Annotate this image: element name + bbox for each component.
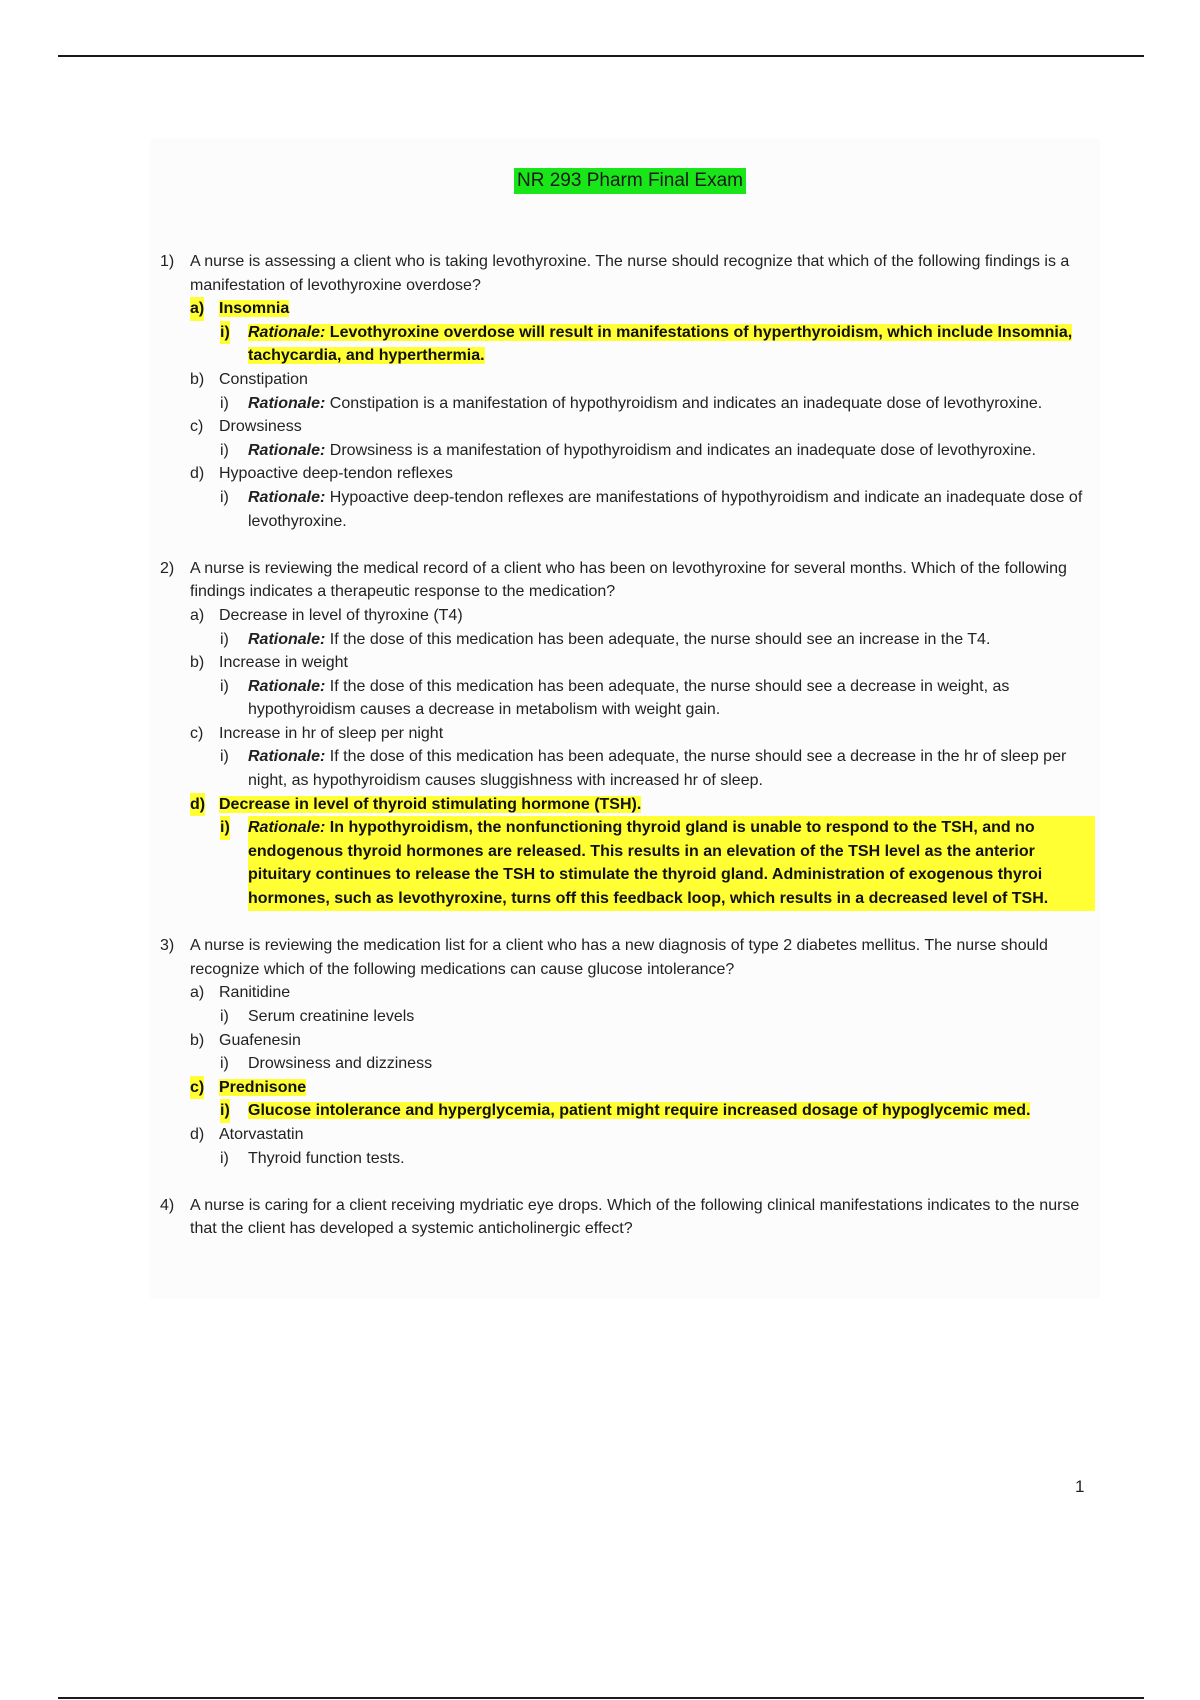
option-letter: a) (190, 984, 205, 1002)
note-number: i) (220, 1099, 230, 1123)
question-number: 4) (160, 1196, 175, 1214)
question-number: 2) (160, 559, 175, 577)
rationale-2a (160, 628, 1095, 652)
option-letter: a) (190, 606, 205, 624)
option-text: Decrease in level of thyroid stimulating hormone (TSH). (219, 795, 642, 813)
question-text: A nurse is reviewing the medication list for a client who has a new diagnosis of type 2 diabetes mellitus. The nurse should recognize which of the following medications can cause glucose intolerance? (190, 937, 1048, 978)
option-3b (160, 1029, 1095, 1053)
rationale-label: Rationale: (248, 819, 326, 837)
question-3 (160, 934, 1095, 981)
rationale-number: i) (220, 394, 229, 412)
rationale-text: Levothyroxine overdose will result in manifestations of hyperthyroidism, which include Insomnia, tachycardia, and hyperthermia. (248, 323, 1073, 365)
rationale-text: Constipation is a manifestation of hypothyroidism and indicates an inadequate dose of levothyroxine. (329, 394, 1043, 412)
question-1 (160, 250, 1095, 297)
option-letter: d) (190, 1125, 205, 1143)
spacer (160, 911, 1095, 935)
option-1b (160, 368, 1095, 392)
rationale-number: i) (220, 488, 229, 506)
bottom-rule (58, 1697, 1144, 1699)
rationale-1c (160, 439, 1095, 463)
option-letter: b) (190, 654, 205, 672)
option-3a (160, 981, 1095, 1005)
option-2a (160, 604, 1095, 628)
option-text: Ranitidine (219, 984, 291, 1002)
top-rule (58, 55, 1144, 57)
question-list (160, 250, 1095, 1241)
note-3a (160, 1005, 1095, 1029)
question-number: 1) (160, 253, 175, 270)
rationale-number: i) (220, 816, 230, 840)
rationale-2b (160, 675, 1095, 722)
rationale-label: Rationale: (248, 394, 326, 412)
note-text: Thyroid function tests. (248, 1149, 405, 1167)
rationale-text: Hypoactive deep-tendon reflexes are manifestations of hypothyroidism and indicate an inadequate dose of levothyroxine. (248, 488, 1083, 530)
note-text: Glucose intolerance and hyperglycemia, patient might require increased dosage of hypoglycemic med. (248, 1102, 1031, 1120)
rationale-label: Rationale: (248, 323, 326, 341)
note-number: i) (220, 1008, 229, 1025)
spacer (160, 533, 1095, 557)
rationale-number: i) (220, 321, 230, 345)
rationale-text: If the dose of this medication has been adequate, the nurse should see an increase in the T4. (329, 630, 991, 648)
option-text: Decrease in level of thyroxine (T4) (219, 606, 463, 624)
question-4 (160, 1194, 1095, 1241)
option-1d (160, 462, 1095, 486)
rationale-label: Rationale: (248, 488, 326, 506)
rationale-number: i) (220, 748, 229, 766)
rationale-number: i) (220, 630, 229, 648)
option-text: Constipation (219, 370, 308, 388)
note-text: Serum creatinine levels (248, 1008, 415, 1025)
option-text: Prednisone (219, 1078, 307, 1096)
rationale-1b (160, 392, 1095, 416)
question-2 (160, 557, 1095, 604)
rationale-2d (160, 816, 1095, 910)
option-2c (160, 722, 1095, 746)
option-1c (160, 415, 1095, 439)
rationale-text: Drowsiness is a manifestation of hypothyroidism and indicates an inadequate dose of levothyroxine. (329, 441, 1036, 459)
option-text: Insomnia (219, 300, 290, 318)
option-text: Increase in weight (219, 654, 348, 672)
note-3c (160, 1099, 1095, 1123)
rationale-text: In hypothyroidism, the nonfunctioning thyroid gland is unable to respond to the TSH, and no endogenous thyroid hormones are released. This results in an elevation of the TSH level as the anterior pituitary continues to release the TSH to stimulate the thyroid gland. Administration of exogenous thyroi hormones, such as levothyroxine, turns off this feedback loop, which results in a decreased level of TSH. (248, 819, 1049, 908)
option-2d (160, 793, 1095, 817)
option-letter: c) (190, 1076, 204, 1100)
option-text: Atorvastatin (219, 1125, 304, 1143)
question-number: 3) (160, 937, 175, 955)
option-text: Hypoactive deep-tendon reflexes (219, 465, 453, 483)
rationale-number: i) (220, 677, 229, 695)
question-text: A nurse is assessing a client who is taking levothyroxine. The nurse should recognize that which of the following findings is a manifestation of levothyroxine overdose? (190, 253, 1070, 294)
option-3d (160, 1123, 1095, 1147)
rationale-1d (160, 486, 1095, 533)
option-2b (160, 651, 1095, 675)
note-3b (160, 1052, 1095, 1076)
rationale-label: Rationale: (248, 748, 326, 766)
rationale-label: Rationale: (248, 441, 326, 459)
spacer (160, 1170, 1095, 1194)
note-3d (160, 1147, 1095, 1171)
document-title: NR 293 Pharm Final Exam (514, 168, 746, 194)
rationale-label: Rationale: (248, 677, 326, 695)
title-wrap (0, 168, 1200, 194)
option-letter: b) (190, 370, 205, 388)
option-1a (160, 297, 1095, 321)
rationale-1a (160, 321, 1095, 368)
option-letter: c) (190, 724, 204, 742)
note-text: Drowsiness and dizziness (248, 1055, 433, 1073)
note-number: i) (220, 1055, 229, 1073)
rationale-text: If the dose of this medication has been adequate, the nurse should see a decrease in weight, as hypothyroidism causes a decrease in metabolism with weight gain. (248, 677, 1010, 719)
option-text: Drowsiness (219, 418, 302, 436)
note-number: i) (220, 1149, 229, 1167)
option-letter: a) (190, 297, 204, 321)
question-text: A nurse is reviewing the medical record of a client who has been on levothyroxine for several months. Which of the following findings indicates a therapeutic response to the medication? (190, 559, 1067, 601)
rationale-2c (160, 745, 1095, 792)
rationale-text: If the dose of this medication has been adequate, the nurse should see a decrease in the hr of sleep per night, as hypothyroidism causes sluggishness with increased hr of sleep. (248, 748, 1067, 790)
option-3c (160, 1076, 1095, 1100)
option-letter: b) (190, 1031, 205, 1049)
question-text: A nurse is caring for a client receiving mydriatic eye drops. Which of the following clinical manifestations indicates to the nurse that the client has developed a systemic anticholinergic effect? (190, 1196, 1080, 1238)
rationale-number: i) (220, 441, 229, 459)
rationale-label: Rationale: (248, 630, 326, 648)
option-letter: d) (190, 465, 205, 483)
option-text: Guafenesin (219, 1031, 301, 1049)
option-letter: d) (190, 793, 205, 817)
option-text: Increase in hr of sleep per night (219, 724, 444, 742)
option-letter: c) (190, 418, 204, 436)
page-number: 1 (1075, 1477, 1085, 1496)
